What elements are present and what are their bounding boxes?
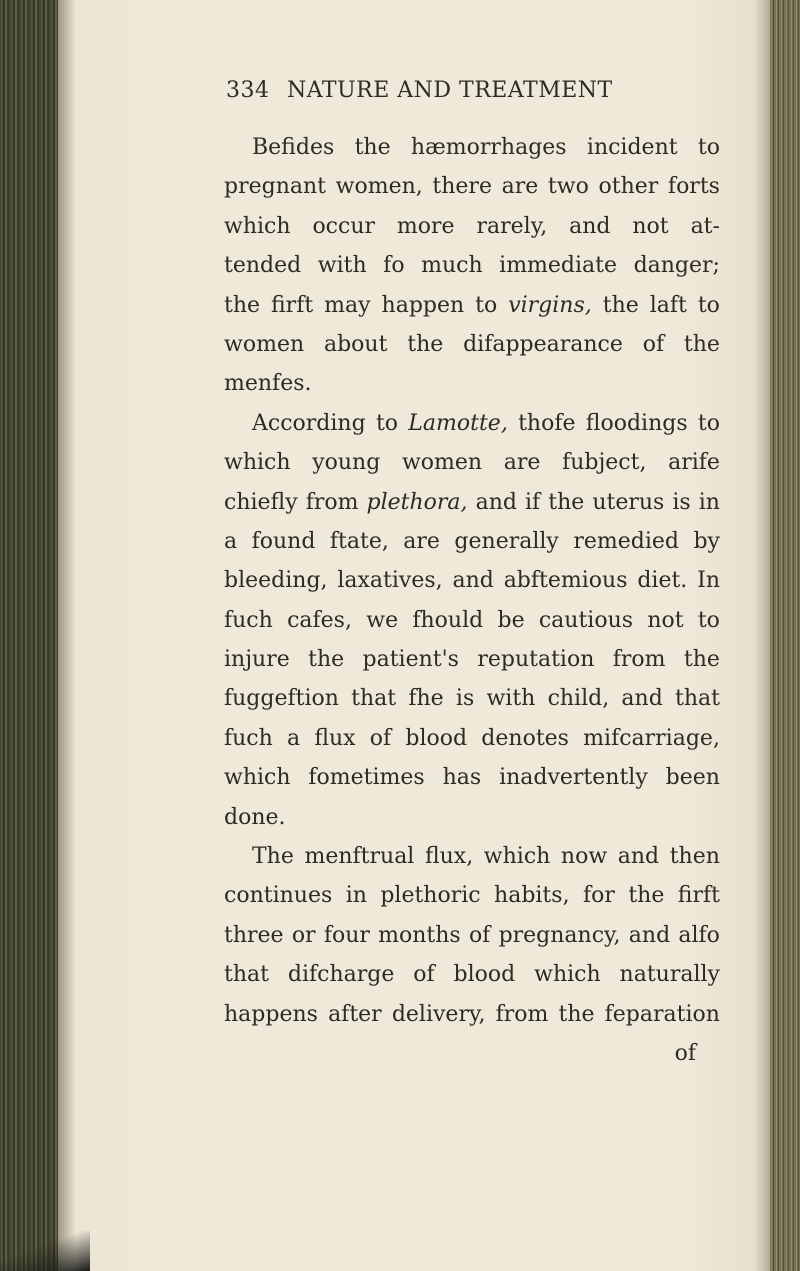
word: the	[683, 331, 720, 357]
word: denotes	[481, 725, 569, 751]
word: to	[697, 607, 720, 633]
text-line	[224, 640, 720, 679]
word: inadvertently	[499, 765, 648, 791]
text-line	[224, 561, 720, 600]
word: from	[495, 1001, 549, 1027]
word: fo	[383, 253, 405, 279]
word: from	[612, 647, 666, 673]
word: been	[665, 765, 720, 791]
word: Befides	[252, 135, 335, 160]
word: tended	[224, 253, 302, 279]
word: ftate,	[329, 528, 389, 554]
word: uterus	[592, 489, 665, 515]
word: The	[252, 844, 294, 870]
word: more	[396, 213, 455, 239]
word: fhould	[412, 607, 484, 633]
word: women,	[335, 174, 423, 200]
word: flux,	[424, 844, 474, 870]
text-line	[224, 128, 720, 167]
word: mifcarriage,	[583, 725, 720, 751]
word: floodings	[585, 410, 688, 436]
word: women	[401, 450, 483, 476]
word: pregnant	[224, 174, 326, 200]
word: three	[224, 922, 284, 948]
word: menfes.	[224, 371, 312, 397]
word: for	[582, 883, 615, 909]
word: if	[525, 489, 541, 515]
binding-shadow	[0, 1231, 90, 1271]
text-line	[224, 404, 720, 443]
word: laft	[649, 292, 687, 318]
fore-edge-right	[770, 0, 800, 1271]
word: are	[501, 174, 539, 200]
word: child,	[547, 686, 610, 712]
word: cautious	[538, 607, 634, 633]
word: fometimes	[308, 765, 425, 791]
word: the	[628, 883, 665, 909]
word: menftrual	[304, 844, 415, 870]
word: abftemious	[503, 568, 628, 594]
word: not	[632, 213, 669, 239]
word: to	[475, 292, 498, 318]
word: are	[403, 528, 440, 554]
text-line	[224, 522, 720, 561]
word: which	[224, 765, 291, 791]
text-line	[224, 876, 720, 915]
word: and	[475, 489, 517, 515]
text-line	[224, 167, 720, 206]
word: fuch	[224, 725, 273, 751]
word: In	[697, 568, 720, 594]
text-line	[224, 364, 720, 403]
word: immediate	[499, 253, 618, 279]
word: the	[683, 647, 720, 673]
word: and	[452, 568, 494, 594]
text-line	[224, 916, 720, 955]
text-line	[224, 207, 720, 246]
word: months	[378, 922, 461, 948]
word: of	[468, 922, 491, 948]
text-line	[224, 995, 720, 1034]
word: to	[375, 410, 399, 436]
word: occur	[312, 213, 376, 239]
word: generally	[454, 528, 559, 554]
word: a	[224, 528, 238, 554]
word: fuch	[224, 607, 273, 633]
word: and	[628, 922, 671, 948]
word: much	[421, 253, 483, 279]
word: which	[224, 213, 291, 239]
word: there	[432, 174, 492, 200]
word: and	[621, 686, 663, 712]
word: patient's	[362, 647, 459, 673]
word: fuggeftion	[224, 686, 339, 712]
word: then	[669, 844, 720, 870]
word: of	[369, 725, 392, 751]
word: which	[483, 844, 551, 870]
word: two	[547, 174, 589, 200]
word: not	[647, 607, 684, 633]
word: four	[323, 922, 370, 948]
word: is	[672, 489, 691, 515]
word: forts	[667, 174, 720, 200]
word: we	[366, 607, 399, 633]
word: and	[569, 213, 611, 239]
word: virgins,	[508, 292, 592, 318]
word: from	[305, 489, 359, 515]
word: about	[323, 331, 388, 357]
text-line	[224, 758, 720, 797]
word: feparation	[604, 1001, 720, 1027]
word: other	[598, 174, 659, 200]
text-line	[224, 601, 720, 640]
text-line	[224, 679, 720, 718]
word: young	[312, 450, 381, 476]
word: and	[617, 844, 660, 870]
word: laxatives,	[337, 568, 443, 594]
word: chiefly	[224, 489, 298, 515]
word: in	[345, 883, 367, 909]
word: has	[442, 765, 482, 791]
word: firft	[271, 292, 314, 318]
word: the	[354, 135, 391, 160]
word: injure	[224, 647, 290, 673]
word: by	[693, 528, 720, 554]
word: naturally	[619, 962, 720, 988]
word: the	[407, 331, 444, 357]
word: fubject,	[562, 450, 647, 476]
binding-edge-left	[0, 0, 58, 1271]
word: habits,	[494, 883, 570, 909]
word: or	[291, 922, 316, 948]
text-line	[224, 1034, 720, 1073]
word: at-	[690, 213, 720, 239]
text-line	[224, 837, 720, 876]
word: the	[224, 292, 261, 318]
word: may	[324, 292, 371, 318]
running-title: NATURE AND TREATMENT	[287, 78, 613, 103]
word: thofe	[518, 410, 576, 436]
page-number: 334	[226, 78, 270, 103]
text-line	[224, 325, 720, 364]
word: a	[287, 725, 301, 751]
word: of	[413, 962, 435, 988]
word: plethora,	[366, 489, 468, 515]
text-line	[224, 955, 720, 994]
word: flux	[314, 725, 356, 751]
word: danger;	[633, 253, 720, 279]
text-line	[224, 798, 720, 837]
word: found	[251, 528, 316, 554]
text-line	[224, 246, 720, 285]
text-line	[224, 483, 720, 522]
word: blood	[405, 725, 468, 751]
word: happen	[381, 292, 465, 318]
word: with	[317, 253, 367, 279]
body-text	[224, 128, 720, 1073]
word: the	[558, 1001, 595, 1027]
word: which	[534, 962, 601, 988]
word: that	[224, 962, 269, 988]
word: remedied	[573, 528, 679, 554]
text-line	[224, 719, 720, 758]
word: Lamotte,	[408, 410, 508, 436]
running-header	[226, 78, 666, 114]
word: rarely,	[476, 213, 548, 239]
word: arife	[668, 450, 720, 476]
word: the	[308, 647, 345, 673]
word: reputation	[477, 647, 595, 673]
word: after	[328, 1001, 382, 1027]
word: hæmorrhages	[410, 135, 567, 160]
word: with	[486, 686, 536, 712]
word: the	[548, 489, 585, 515]
word: difcharge	[287, 962, 395, 988]
word: now	[560, 844, 608, 870]
word: pregnancy,	[498, 922, 621, 948]
word: done.	[224, 804, 286, 830]
word: which	[224, 450, 291, 476]
word: of	[674, 1040, 696, 1066]
text-line	[224, 286, 720, 325]
word: the	[602, 292, 639, 318]
word: to	[697, 410, 720, 436]
word: happens	[224, 1001, 318, 1027]
word: cafes,	[287, 607, 352, 633]
word: According	[252, 410, 366, 436]
word: are	[503, 450, 541, 476]
word: be	[497, 607, 525, 633]
word: women	[224, 331, 305, 357]
word: bleeding,	[224, 568, 328, 594]
word: plethoric	[380, 883, 481, 909]
word: firft	[677, 883, 720, 909]
word: is	[455, 686, 475, 712]
word: blood	[453, 962, 516, 988]
text-line	[224, 443, 720, 482]
word: to	[697, 135, 720, 160]
word: difappearance	[463, 331, 623, 357]
word: fhe	[408, 686, 444, 712]
word: incident	[586, 135, 678, 160]
word: that	[675, 686, 720, 712]
word: in	[698, 489, 720, 515]
word: to	[697, 292, 720, 318]
word: diet.	[637, 568, 688, 594]
word: continues	[224, 883, 333, 909]
word: alfo	[678, 922, 720, 948]
word: delivery,	[391, 1001, 486, 1027]
word: that	[351, 686, 397, 712]
word: of	[642, 331, 665, 357]
